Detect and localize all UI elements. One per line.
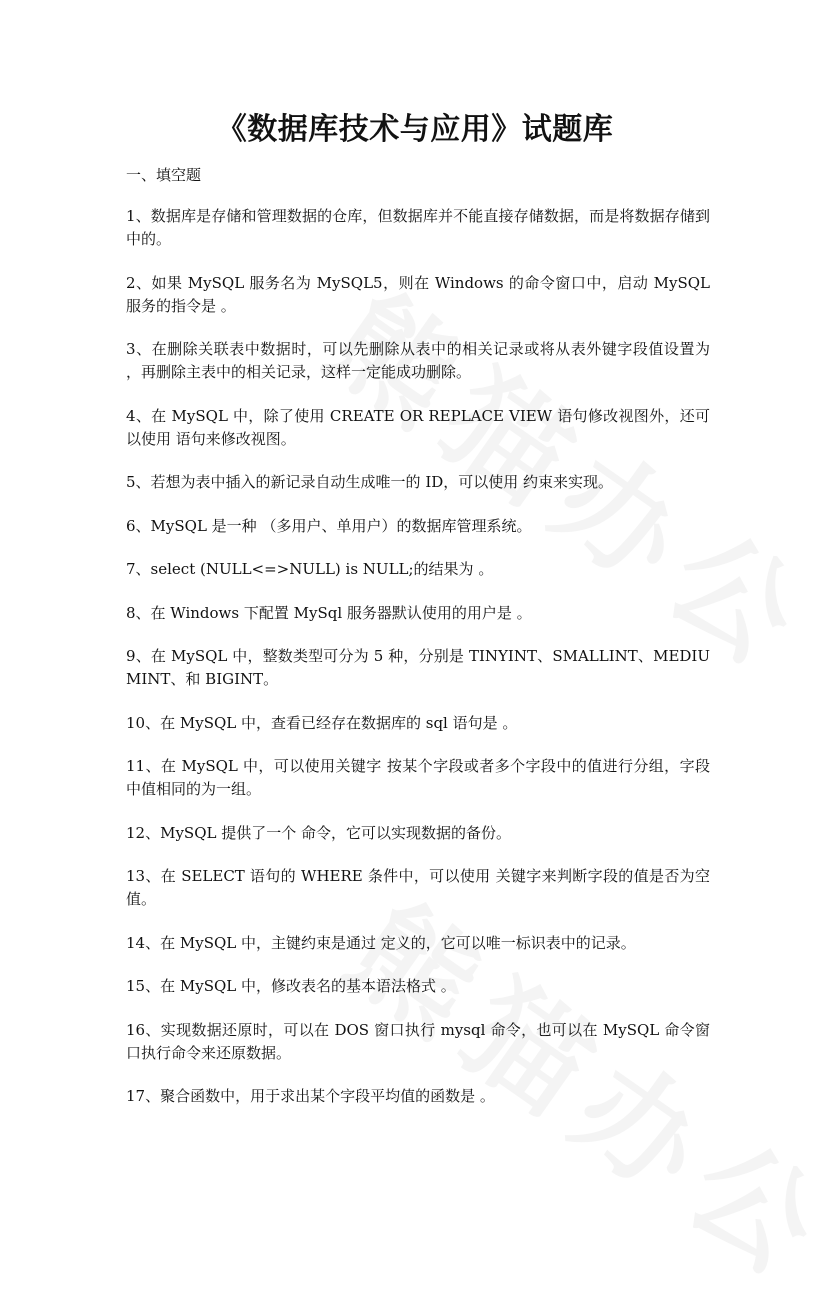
- question-item: 17、聚合函数中，用于求出某个字段平均值的函数是 。: [126, 1087, 495, 1105]
- question-item: 1、数据库是存储和管理数据的仓库，但数据库并不能直接存储数据，而是将数据存储到 中的。: [126, 207, 710, 248]
- question-item: 14、在 MySQL 中，主键约束是通过 定义的，它可以唯一标识表中的记录。: [126, 933, 636, 952]
- question-item: 10、在 MySQL 中，查看已经存在数据库的 sql 语句是 。: [126, 713, 518, 732]
- question-item: 16、实现数据还原时，可以在 DOS 窗口执行 mysql 命令，也可以在 MySQL 命令窗口执行命令来还原数据。: [126, 1020, 710, 1062]
- question-item: 4、在 MySQL 中，除了使用 CREATE OR REPLACE VIEW 语句修改视图外，还可以使用 语句来修改视图。: [126, 406, 710, 448]
- question-item: 15、在 MySQL 中，修改表名的基本语法格式 。: [126, 977, 456, 995]
- question-item: 8、在 Windows 下配置 MySql 服务器默认使用的用户是 。: [126, 603, 532, 622]
- question-item: 6、MySQL 是一种 （多用户、单用户）的数据库管理系统。: [126, 516, 532, 535]
- question-item: 7、select (NULL<=>NULL) is NULL;的结果为 。: [126, 560, 494, 578]
- question-item: 13、在 SELECT 语句的 WHERE 条件中，可以使用 关键字来判断字段的值是否为空值。: [126, 867, 710, 908]
- question-item: 9、在 MySQL 中，整数类型可分为 5 种，分别是 TINYINT、SMALLINT、MEDIUMINT、和 BIGINT。: [126, 647, 710, 688]
- question-list: [126, 205, 710, 1129]
- section-heading: 一、填空题: [126, 166, 202, 184]
- question-item: 12、MySQL 提供了一个 命令，它可以实现数据的备份。: [126, 823, 511, 842]
- page-title: 《数据库技术与应用》试题库: [216, 112, 614, 147]
- question-item: 5、若想为表中插入的新记录自动生成唯一的 ID，可以使用 约束来实现。: [126, 473, 614, 491]
- question-item: 3、在删除关联表中数据时，可以先删除从表中的相关记录或将从表外键字段值设置为 ，再删除主表中的相关记录，这样一定能成功删除。: [126, 340, 710, 381]
- question-item: 2、如果 MySQL 服务名为 MySQL5，则在 Windows 的命令窗口中，启动 MySQL 服务的指令是 。: [126, 273, 710, 315]
- question-item: 11、在 MySQL 中，可以使用关键字 按某个字段或者多个字段中的值进行分组，字段中值相同的为一组。: [126, 757, 710, 798]
